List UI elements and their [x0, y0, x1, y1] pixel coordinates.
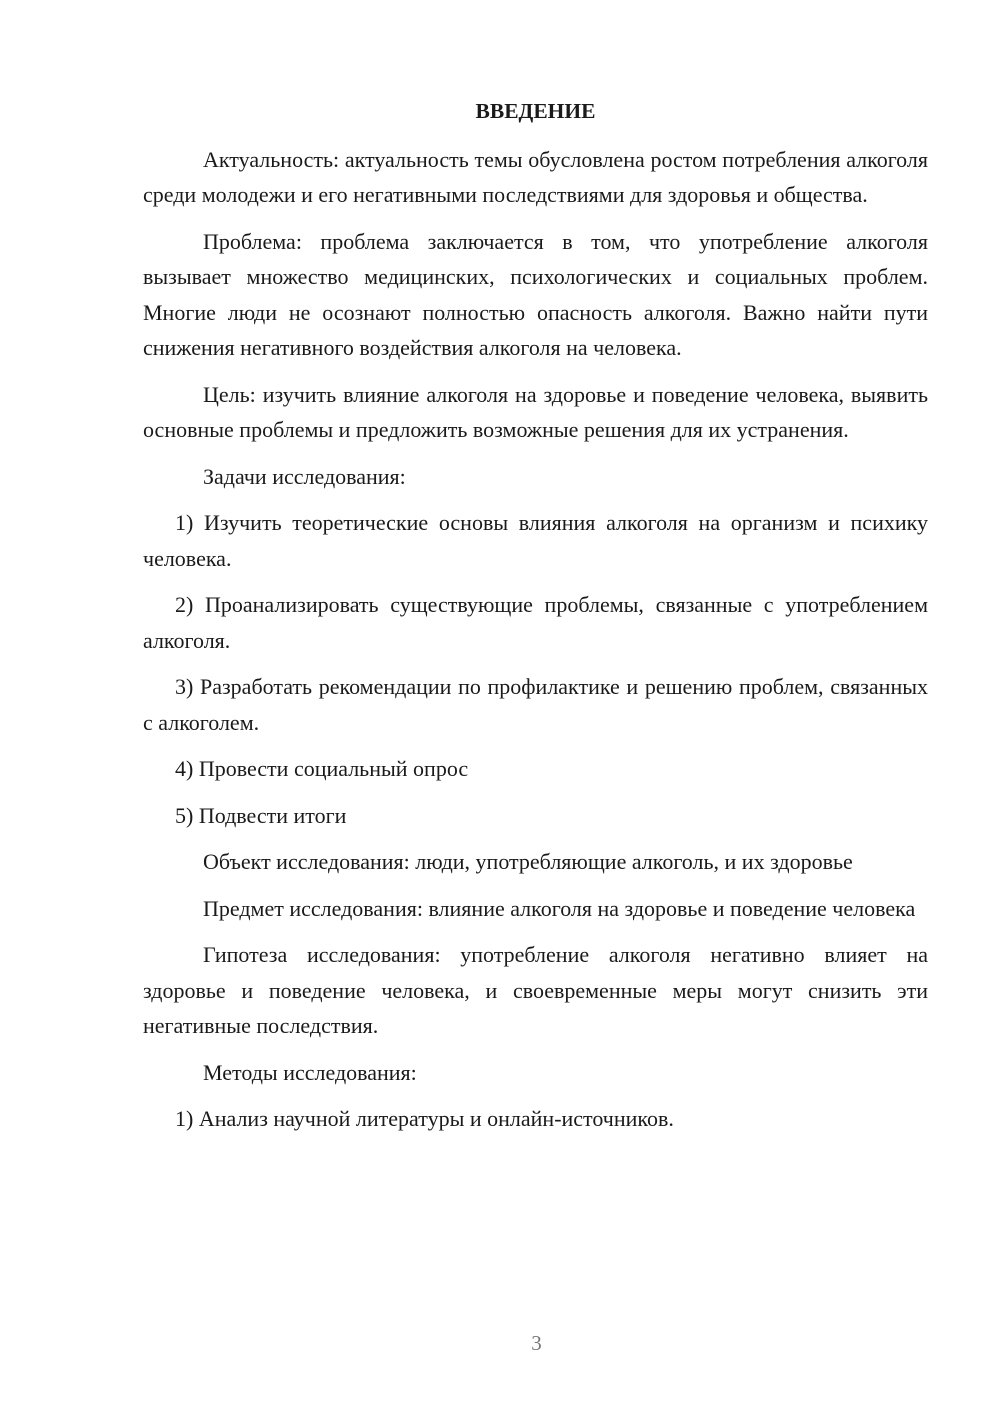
problem-paragraph: Проблема: проблема заключается в том, что употребление алкоголя вызывает множество медицинских, психологических и социальных проблем. Многие люди не осознают полностью опасность алкоголя. Важно найти пути снижения негативного воздействия алкоголя на человека. — [143, 228, 928, 360]
task-item-3: 3) Разработать рекомендации по профилактике и решению проблем, связанных с алкоголем. — [143, 674, 928, 735]
task-item-4: 4) Провести социальный опрос — [175, 756, 469, 781]
task-item-2: 2) Проанализировать существующие проблемы, связанные с употреблением алкоголя. — [143, 592, 928, 653]
section-title: ВВЕДЕНИЕ — [475, 99, 596, 123]
object-paragraph: Объект исследования: люди, употребляющие алкоголь, и их здоровье — [203, 849, 853, 874]
task-item-5: 5) Подвести итоги — [175, 802, 347, 828]
page-number: 3 — [531, 1331, 542, 1355]
method-item-1: 1) Анализ научной литературы и онлайн-источников. — [175, 1106, 674, 1131]
tasks-heading: Задачи исследования: — [203, 463, 406, 489]
hypothesis-paragraph: Гипотеза исследования: употребление алкоголя негативно влияет на здоровье и поведение человека, и своевременные меры могут снизить эти негативные последствия. — [143, 942, 928, 1038]
methods-heading: Методы исследования: — [203, 1059, 417, 1085]
task-item-1: 1) Изучить теоретические основы влияния алкоголя на организм и психику человека. — [143, 510, 928, 571]
subject-paragraph: Предмет исследования: влияние алкоголя на здоровье и поведение человека — [203, 895, 916, 921]
relevance-paragraph: Актуальность: актуальность темы обусловлена ростом потребления алкоголя среди молодежи и его негативными последствиями для здоровья и общества. — [143, 146, 928, 207]
goal-paragraph: Цель: изучить влияние алкоголя на здоровье и поведение человека, выявить основные проблемы и предложить возможные решения для их устранения. — [143, 381, 928, 442]
page-content — [143, 94, 928, 1148]
